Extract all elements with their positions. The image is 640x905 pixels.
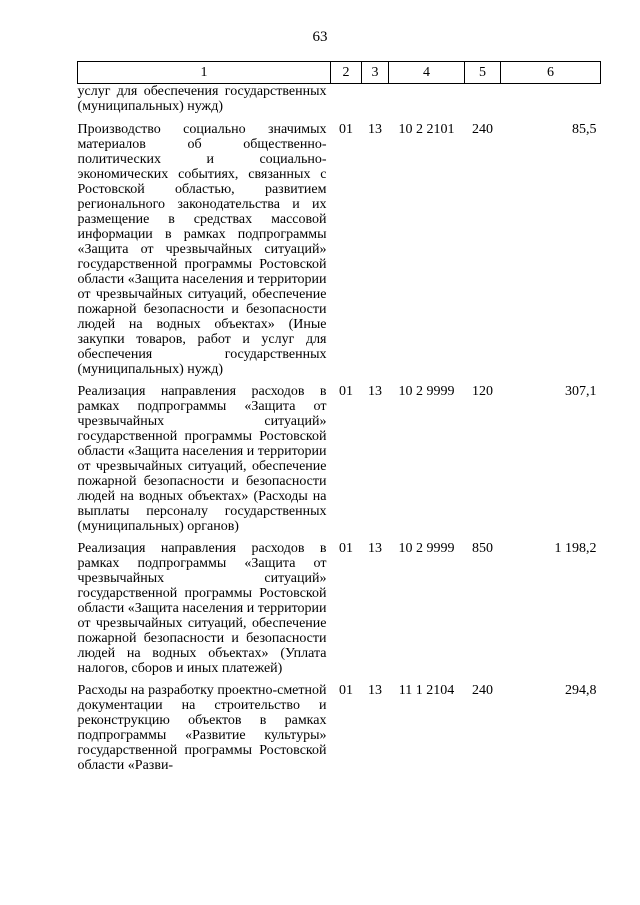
column-header-2: 2 xyxy=(331,62,362,84)
row-description: Производство социально значимых материалов об общественно-политических и социально-экономических событиях, связанных с Ростовской областью, развитием регионального законодательства и их размещение в средствах массовой информации в рамках подпрограммы «Защита от чрезвычайных ситуаций» государственной программы Ростовской области «Защита населения и территории от чрезвычайных ситуаций, обеспечение пожарной безопасности и безопасности людей на водных объектах» (Иные закупки товаров, работ и услуг для обеспечения государственных (муниципальных) нужд) xyxy=(77,122,327,377)
table-row xyxy=(78,122,601,384)
row-amount: 307,1 xyxy=(565,384,597,399)
row-target-article: 10 2 2101 xyxy=(398,122,455,137)
row-section: 01 xyxy=(339,384,353,399)
row-amount: 294,8 xyxy=(565,683,597,698)
row-section: 01 xyxy=(339,122,353,137)
column-header-3: 3 xyxy=(362,62,389,84)
column-header-4: 4 xyxy=(389,62,465,84)
row-description: Реализация направления расходов в рамках подпрограммы «Защита от чрезвычайных ситуаций» государственной программы Ростовской области «Защита населения и территории от чрезвычайных ситуаций, обеспечение пожарной безопасности и безопасности людей на водных объектах» (Уплата налогов, сборов и иных платежей) xyxy=(77,541,327,676)
column-header-5: 5 xyxy=(465,62,501,84)
table-row xyxy=(78,384,601,541)
row-target-article: 10 2 9999 xyxy=(398,384,455,399)
row-subsection: 13 xyxy=(368,541,382,556)
row-description: Реализация направления расходов в рамках подпрограммы «Защита от чрезвычайных ситуаций» государственной программы Ростовской области «Защита населения и территории от чрезвычайных ситуаций, обеспечение пожарной безопасности и безопасности людей на водных объектах» (Расходы на выплаты персоналу государственных (муниципальных) органов) xyxy=(77,384,327,534)
row-amount: 85,5 xyxy=(572,122,597,137)
column-header-6: 6 xyxy=(501,62,601,84)
table-row xyxy=(78,683,601,780)
row-description: Расходы на разработку проектно-сметной документации на строительство и реконструкцию объектов в рамках подпрограммы «Развитие культуры» государственной программы Ростовской области «Разви- xyxy=(77,683,327,773)
row-section: 01 xyxy=(339,541,353,556)
continuation-row xyxy=(78,84,601,123)
continuation-text: услуг для обеспечения государственных (муниципальных) нужд) xyxy=(77,84,327,114)
row-subsection: 13 xyxy=(368,384,382,399)
row-target-article: 11 1 2104 xyxy=(398,683,455,698)
row-expense-type: 240 xyxy=(472,122,493,137)
budget-table xyxy=(77,61,601,780)
row-amount: 1 198,2 xyxy=(554,541,597,556)
row-target-article: 10 2 9999 xyxy=(398,541,455,556)
column-header-1: 1 xyxy=(78,62,331,84)
page-number: 63 xyxy=(312,29,328,45)
row-expense-type: 240 xyxy=(472,683,493,698)
row-section: 01 xyxy=(339,683,353,698)
row-expense-type: 850 xyxy=(472,541,493,556)
row-subsection: 13 xyxy=(368,683,382,698)
row-subsection: 13 xyxy=(368,122,382,137)
table-row xyxy=(78,541,601,683)
row-expense-type: 120 xyxy=(472,384,493,399)
table-header-row xyxy=(78,62,601,84)
